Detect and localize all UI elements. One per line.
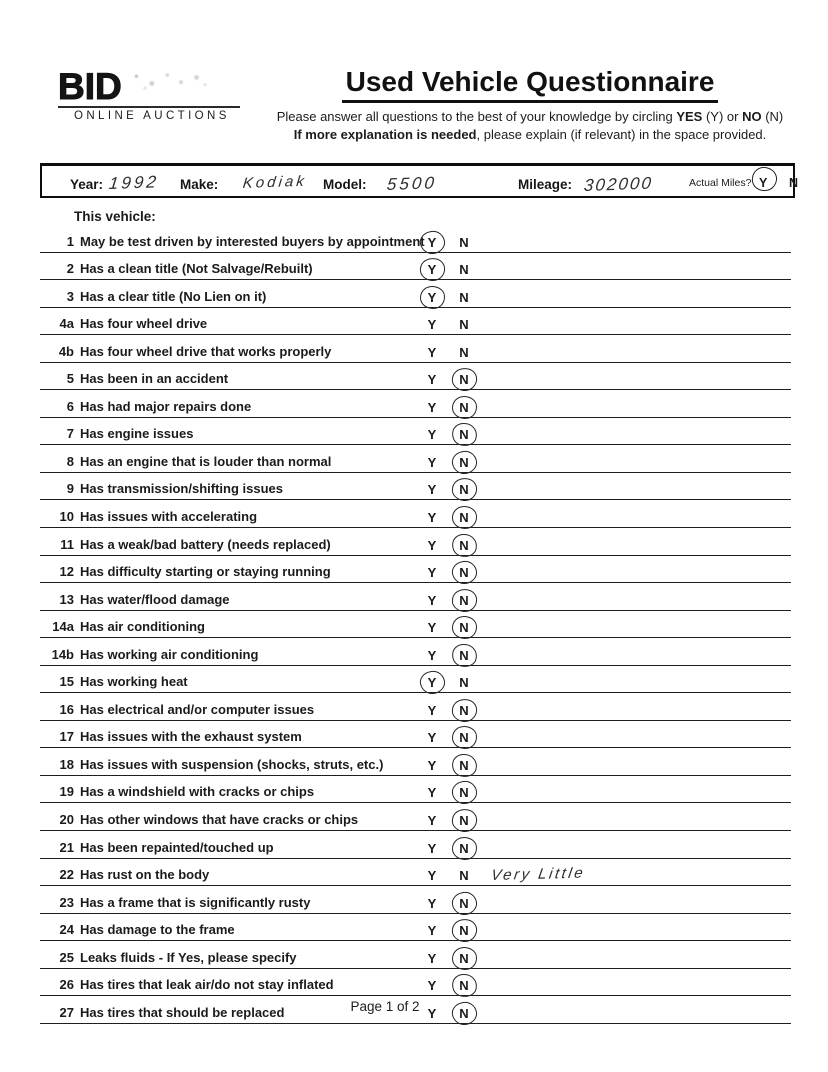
answer-yes: Y [427,399,437,415]
answer-yes: Y [427,950,437,966]
answer-yes: Y [424,236,440,249]
answer-no: N [456,401,472,414]
question-number: 9 [66,481,74,497]
answer-yes: Y [427,895,437,911]
question-row [40,500,791,528]
instruction-text-bold: If more explanation is needed [293,127,477,142]
question-text: Has working air conditioning [80,646,259,662]
question-number: 15 [59,674,74,690]
answer-no: N [459,234,469,250]
question-number: 25 [59,949,74,965]
answer-yes: Y [427,757,437,773]
mileage-value-handwritten: 302000 [582,173,654,195]
pen-circle-mark [451,836,478,861]
handwritten-note: Very Little [489,864,587,885]
answer-yes: Y [427,565,437,581]
pen-circle-mark [451,367,479,393]
answer-yes: Y [427,813,437,829]
year-label: Year: [70,176,104,192]
instruction-text-bold: YES [676,109,703,124]
pen-circle-mark [751,166,778,192]
answer-no: N [459,868,469,884]
answer-no: N [456,539,472,552]
question-number: 18 [59,756,74,772]
question-row [40,859,791,887]
question-row [40,308,791,336]
pen-circle-mark [451,505,478,530]
question-text: Has issues with the exhaust system [80,729,302,745]
question-row [40,693,791,721]
question-number: 10 [59,509,74,525]
answer-yes: Y [427,923,437,939]
answer-no: N [456,704,472,717]
question-text: Has been in an accident [80,371,229,387]
answer-no: N [456,511,472,524]
answer-no: N [456,373,472,386]
question-row [40,969,791,997]
question-row [40,363,791,391]
question-row [40,225,791,253]
question-text: Has an engine that is louder than normal [80,453,332,469]
question-text: Has air conditioning [80,619,205,635]
instruction-text: , please explain (if relevant) in the space provided. [476,127,767,142]
question-text: Has issues with accelerating [80,509,258,525]
question-number: 14b [51,646,74,662]
question-text: Has had major repairs done [80,398,252,414]
pen-circle-mark [451,477,479,503]
question-text: Has electrical and/or computer issues [80,701,315,717]
question-row [40,528,791,556]
question-text: Has four wheel drive that works properly [80,343,332,359]
question-row [40,941,791,969]
question-text: Has water/flood damage [80,591,230,607]
vehicle-info-box [40,163,799,198]
question-number: 20 [59,812,74,828]
answer-yes: Y [424,291,440,304]
question-row [40,390,791,418]
question-row [40,418,791,446]
answer-no: N [456,759,472,772]
answer-no: N [456,952,472,965]
question-number: 12 [59,564,74,580]
answer-yes: Y [427,510,437,526]
question-number: 4b [58,343,74,359]
question-text: Has working heat [80,674,188,690]
pen-circle-mark [418,669,447,696]
question-text: May be test driven by interested buyers by appointment [80,233,425,249]
question-text: Has been repainted/touched up [80,839,274,855]
answer-yes: Y [427,372,437,388]
answer-no: N [456,649,472,662]
question-text: Has damage to the frame [80,922,235,938]
answer-yes: Y [427,317,437,333]
question-text: Has a clear title (No Lien on it) [80,288,267,304]
question-row [40,776,791,804]
question-number: 11 [60,536,74,552]
question-number: 24 [59,922,74,938]
instruction-text: Please answer all questions to the best of your knowledge by circling [276,109,677,124]
question-row [40,721,791,749]
question-row [40,473,791,501]
instruction-line-2 [268,126,792,144]
answer-no: N [456,897,472,910]
pen-circle-mark [451,946,478,971]
question-text: Has transmission/shifting issues [80,481,284,497]
answer-no: N [456,456,472,469]
question-text: Has other windows that have cracks or chips [80,812,359,828]
answer-no: N [456,731,472,744]
question-number: 6 [66,398,74,414]
answer-yes: Y [427,482,437,498]
question-number: 23 [59,894,74,910]
pen-circle-mark [450,559,479,586]
model-value-handwritten: 5500 [385,173,438,194]
answer-no: N [456,814,472,827]
document-header [268,66,792,144]
answer-no: N [456,621,472,634]
pen-circle-mark [451,395,478,420]
question-row [40,335,791,363]
answer-yes: Y [427,427,437,443]
instruction-text-bold: NO [742,109,762,124]
question-text: Has a weak/bad battery (needs replaced) [80,536,331,552]
mileage-label: Mileage: [518,176,573,192]
pen-circle-mark [451,587,479,613]
pen-circle-mark [451,726,478,751]
page-title: Used Vehicle Questionnaire [342,66,719,103]
question-text: Has tires that leak air/do not stay inflated [80,977,334,993]
question-number: 8 [66,453,74,469]
pen-circle-mark [450,890,479,917]
bid-online-auctions-logo [58,68,258,122]
pen-circle-mark [450,449,479,476]
year-value-handwritten: 1992 [107,172,160,193]
answer-no: N [456,1007,472,1020]
actual-miles-no: N [789,175,799,190]
question-number: 7 [66,426,74,442]
question-number: 5 [66,371,74,387]
question-number: 17 [59,729,74,745]
question-number: 22 [59,867,74,883]
answer-no: N [456,483,472,496]
pen-circle-mark [419,256,447,282]
answer-yes: Y [427,344,437,360]
pen-circle-mark [451,615,478,640]
answer-no: N [459,317,469,333]
question-row [40,611,791,639]
question-text: Has a windshield with cracks or chips [80,784,315,800]
question-row [40,253,791,281]
answer-yes: Y [427,620,437,636]
question-row [40,445,791,473]
answer-no: N [456,979,472,992]
answer-no: N [456,924,472,937]
model-label: Model: [323,176,367,192]
question-text: Has a clean title (Not Salvage/Rebuilt) [80,261,313,277]
question-text: Has a frame that is significantly rusty [80,894,311,910]
question-row [40,583,791,611]
question-number: 4a [59,316,74,332]
question-text: Has issues with suspension (shocks, struts, etc.) [80,756,384,772]
answer-yes: Y [424,263,440,276]
question-row [40,666,791,694]
answer-yes: Y [427,868,437,884]
question-text: Leaks fluids - If Yes, please specify [80,949,297,965]
pen-circle-mark [451,697,479,723]
page-number: Page 1 of 2 [350,999,420,1014]
instructions [268,108,792,144]
question-row [40,556,791,584]
answer-yes: Y [427,647,437,663]
answer-yes: Y [427,1005,437,1021]
question-text: Has rust on the body [80,867,210,883]
answer-no: N [456,786,472,799]
logo-faded-smudge [126,69,212,93]
actual-miles-yes: Y [759,175,768,190]
question-number: 16 [59,701,74,717]
pen-circle-mark [451,807,479,833]
question-number: 1 [66,233,74,249]
instruction-text: (N) [761,109,784,124]
answer-yes: Y [427,702,437,718]
answer-no: N [459,675,469,691]
answer-yes: Y [427,537,437,553]
answer-yes: Y [427,592,437,608]
answer-no: N [459,262,469,278]
pen-circle-mark [450,779,479,806]
question-number: 14a [52,619,74,635]
question-text: Has four wheel drive [80,316,208,332]
answer-no: N [459,289,469,305]
logo-tagline: ONLINE AUCTIONS [74,110,230,122]
actual-miles-label: Actual Miles? [689,176,752,189]
answer-yes: Y [427,454,437,470]
answer-no: N [456,428,472,441]
question-number: 26 [59,977,74,993]
question-row [40,280,791,308]
section-heading: This vehicle: [74,209,156,224]
question-row [40,831,791,859]
answer-yes: Y [427,840,437,856]
question-number: 27 [59,1004,74,1020]
question-row [40,638,791,666]
instruction-text: (Y) or [702,109,743,124]
answer-no: N [456,566,472,579]
question-row [40,914,791,942]
question-row [40,886,791,914]
question-list [40,225,791,1024]
question-text: Has tires that should be replaced [80,1004,285,1020]
answer-yes: Y [427,785,437,801]
answer-no: N [456,594,472,607]
answer-yes: Y [424,676,440,689]
answer-yes: Y [427,978,437,994]
answer-no: N [456,842,472,855]
question-text: Has difficulty starting or staying running [80,564,331,580]
question-row [40,748,791,776]
answer-yes: Y [427,730,437,746]
instruction-line-1 [268,108,792,126]
pen-circle-mark [451,918,479,944]
make-value-handwritten: Kodiak [241,172,308,192]
question-number: 21 [59,839,74,855]
question-number: 13 [59,591,74,607]
question-number: 19 [59,784,74,800]
question-number: 2 [66,261,74,277]
answer-no: N [459,344,469,360]
question-text: Has engine issues [80,426,194,442]
question-row [40,803,791,831]
question-number: 3 [66,288,74,304]
pen-circle-mark [419,285,446,310]
make-label: Make: [180,176,219,192]
logo-wordmark: BID [58,66,122,107]
